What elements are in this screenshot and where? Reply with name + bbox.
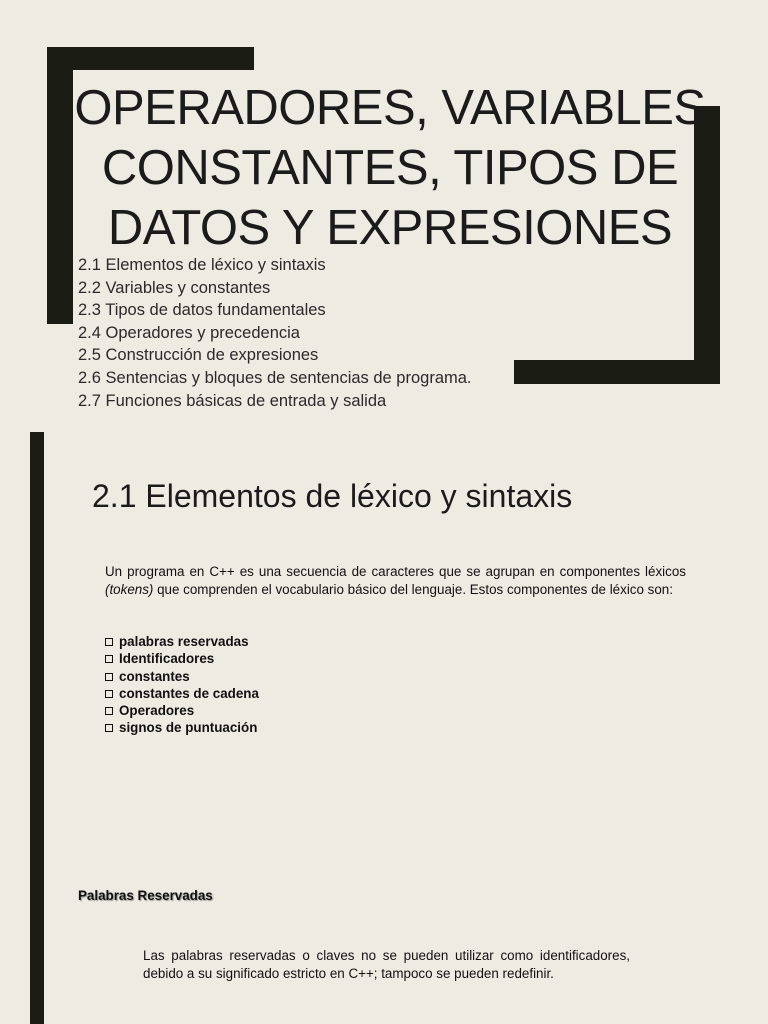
content-slide xyxy=(0,432,768,1024)
list-item-label: constantes de cadena xyxy=(119,685,259,701)
intro-italic-term: (tokens) xyxy=(105,582,154,597)
intro-paragraph xyxy=(105,563,686,599)
title-slide xyxy=(0,0,768,420)
list-item-label: signos de puntuación xyxy=(119,720,258,736)
intro-text-start: Un programa en C++ es una secuencia de caracteres que se agrupan en componentes léxicos xyxy=(105,564,686,579)
bracket-top-bar xyxy=(47,47,254,70)
toc-item: 2.2 Variables y constantes xyxy=(78,278,271,297)
list-item-label: constantes xyxy=(119,668,190,684)
checkbox-bullet-icon xyxy=(105,655,113,663)
list-item-label: palabras reservadas xyxy=(119,634,249,649)
intro-text-end: que comprenden el vocabulario básico del lenguaje. Estos componentes de léxico son: xyxy=(153,582,673,597)
toc-item: 2.1 Elementos de léxico y sintaxis xyxy=(78,256,326,274)
title-line-3: DATOS Y EXPRESIONES xyxy=(107,201,673,255)
subheading: Palabras Reservadas xyxy=(78,888,213,903)
list-item xyxy=(105,719,259,736)
title-line-1: OPERADORES, VARIABLES xyxy=(74,81,706,135)
toc-item: 2.4 Operadores y precedencia xyxy=(78,323,300,342)
toc-item: 2.3 Tipos de datos fundamentales xyxy=(78,301,326,320)
toc-item: 2.6 Sentencias y bloques de sentencias de programa. xyxy=(78,368,472,387)
toc-item: 2.7 Funciones básicas de entrada y salida xyxy=(78,391,387,410)
checkbox-bullet-icon xyxy=(105,638,113,646)
list-item xyxy=(105,650,259,667)
list-item xyxy=(105,668,259,685)
list-item-label: Identificadores xyxy=(119,651,215,667)
bracket-bottom-bar xyxy=(514,360,720,384)
list-item xyxy=(105,633,259,650)
checkbox-bullet-icon xyxy=(105,690,113,698)
list-item xyxy=(105,685,259,702)
checkbox-bullet-icon xyxy=(105,707,113,715)
checkbox-bullet-icon xyxy=(105,724,113,732)
token-list xyxy=(105,633,259,737)
checkbox-bullet-icon xyxy=(105,673,113,681)
table-of-contents xyxy=(78,254,472,412)
list-item xyxy=(105,702,259,719)
toc-item: 2.5 Construcción de expresiones xyxy=(78,346,319,365)
section-heading: 2.1 Elementos de léxico y sintaxis xyxy=(92,478,573,514)
title-line-2: CONSTANTES, TIPOS DE xyxy=(101,141,679,195)
left-accent-bar xyxy=(30,432,44,1024)
list-item-label: Operadores xyxy=(119,703,195,719)
reserved-words-paragraph: Las palabras reservadas o claves no se pueden utilizar como identificadores, debido a su significado estricto en C++; tampoco se pueden redefinir. xyxy=(143,948,630,981)
slide-title xyxy=(40,78,740,258)
